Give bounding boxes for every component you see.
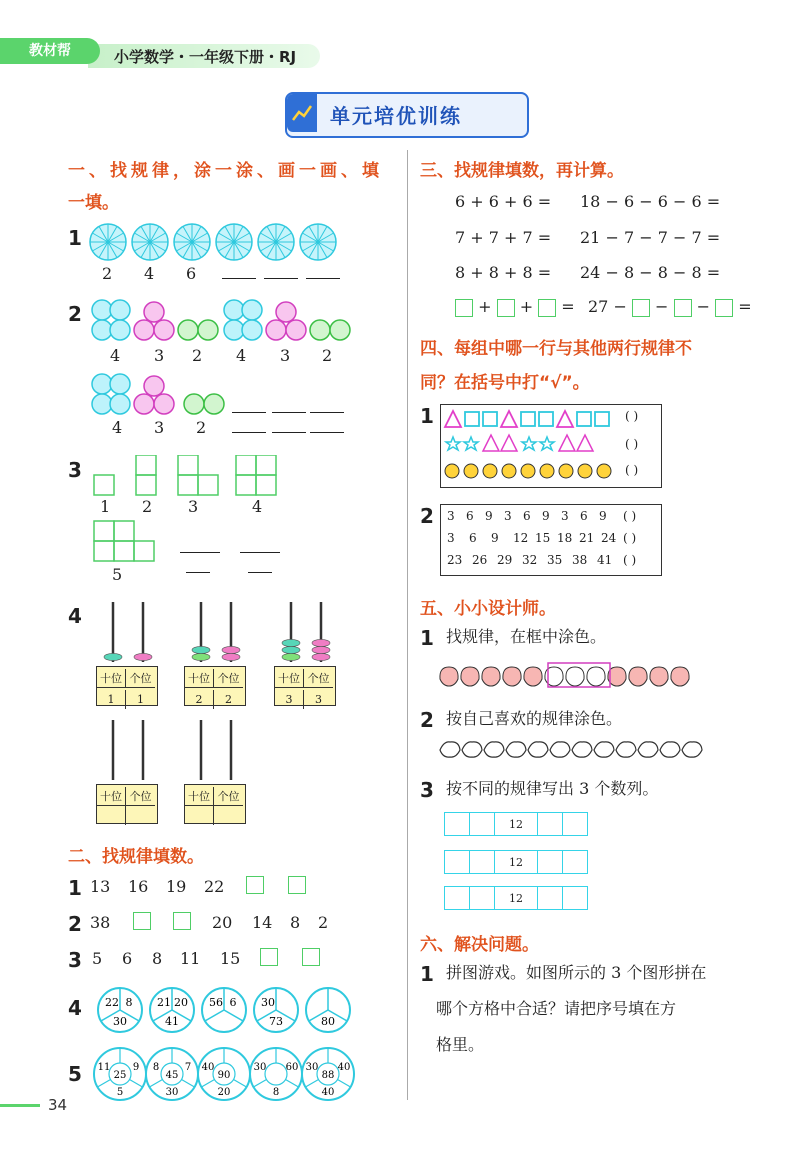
sequence-cell[interactable]	[470, 887, 495, 910]
seq-value: 8	[290, 913, 301, 932]
s6-q1-line1: 拼图游戏。如图所示的 3 个图形拼在	[446, 963, 707, 982]
leaf[interactable]	[660, 742, 680, 757]
draw-blank[interactable]	[232, 412, 266, 413]
leaf[interactable]	[616, 742, 636, 757]
group-count: 3	[280, 346, 291, 365]
equation: 21 − 7 − 7 − 7 =	[580, 228, 721, 247]
shape-rows	[443, 407, 623, 487]
svg-text:73: 73	[269, 1015, 283, 1028]
answer-paren[interactable]: ( )	[623, 509, 637, 523]
center-disc	[302, 1048, 354, 1100]
abacus[interactable]	[184, 718, 248, 824]
sequence-number: 41	[597, 553, 613, 567]
answer-paren[interactable]: ( )	[625, 409, 639, 423]
place-value-table	[96, 784, 158, 824]
wheel-count-1: 2	[102, 264, 113, 283]
sum-disc	[306, 988, 350, 1032]
unit-title: 单元培优训练	[330, 104, 462, 128]
tens-value	[97, 806, 126, 825]
sequence-table[interactable]	[444, 812, 588, 836]
answer-paren[interactable]: ( )	[623, 531, 637, 545]
sequence-number: 26	[472, 553, 488, 567]
answer-paren[interactable]: ( )	[625, 437, 639, 451]
peach[interactable]	[524, 667, 542, 686]
svg-text:5: 5	[116, 1087, 124, 1098]
sequence-number: 3	[447, 509, 455, 523]
square-count: 1	[100, 497, 111, 516]
sum-disc	[202, 988, 246, 1032]
place-value-table	[184, 666, 246, 706]
q2-number: 2	[68, 302, 82, 326]
tens-value: 2	[185, 690, 214, 709]
equals-sign: =	[561, 297, 575, 316]
sequence-cell[interactable]	[470, 851, 495, 874]
s2-q1-number: 1	[68, 876, 82, 900]
leaf[interactable]	[462, 742, 482, 757]
sequence-number: 9	[542, 509, 550, 523]
group-count: 4	[236, 346, 247, 365]
ones-label: 个位	[214, 669, 243, 688]
section-4-title-line1: 四、每组中哪一行与其他两行规律不	[420, 339, 692, 359]
svg-text:60: 60	[285, 1062, 299, 1073]
equation-template-left	[455, 297, 575, 317]
group-count: 3	[154, 418, 165, 437]
answer-box[interactable]	[674, 299, 692, 317]
svg-text:8: 8	[152, 1062, 160, 1073]
tens-value: 3	[275, 690, 304, 709]
svg-text:9: 9	[132, 1062, 140, 1073]
svg-text:90: 90	[217, 1070, 231, 1081]
tens-label: 十位	[97, 669, 126, 688]
answer-blank[interactable]	[306, 278, 340, 279]
svg-text:22: 22	[105, 996, 119, 1009]
header-title: 小学数学・一年级下册・RJ	[114, 48, 297, 66]
peach[interactable]	[440, 667, 458, 686]
abacus[interactable]	[274, 600, 338, 706]
svg-text:11: 11	[97, 1062, 111, 1073]
column-divider	[407, 150, 408, 1100]
abacus[interactable]	[96, 600, 160, 706]
sequence-cell[interactable]	[445, 851, 470, 874]
footer-bar	[0, 1104, 40, 1107]
sequence-number: 3	[561, 509, 569, 523]
sum-disc	[98, 988, 142, 1032]
answer-blank[interactable]	[272, 432, 306, 433]
s2-q4-number: 4	[68, 996, 82, 1020]
section-1-title-line2: 一填。	[68, 193, 119, 213]
number-discs	[90, 982, 370, 1102]
sequence-table[interactable]	[444, 850, 588, 874]
sequence-cell[interactable]	[563, 851, 588, 874]
s6-q1-line3: 格里。	[436, 1035, 485, 1054]
sequence-number: 6	[469, 531, 477, 545]
draw-blank[interactable]	[180, 552, 220, 553]
section-4-title-line2: 同？在括号中打“√”。	[420, 373, 590, 393]
equation: 7 + 7 + 7 =	[455, 228, 552, 247]
svg-text:80: 80	[321, 1015, 335, 1028]
sequence-number: 21	[579, 531, 595, 545]
abacus[interactable]	[96, 718, 160, 824]
group-count: 4	[110, 346, 121, 365]
leaf[interactable]	[440, 742, 460, 757]
sequence-number: 18	[557, 531, 573, 545]
sequence-number: 32	[522, 553, 538, 567]
svg-text:30: 30	[165, 1087, 179, 1098]
seq-value: 19	[166, 877, 187, 896]
group-count: 2	[192, 346, 203, 365]
s5-q1-text: 找规律，在框中涂色。	[446, 627, 607, 646]
answer-box[interactable]	[715, 299, 733, 317]
equation: 18 − 6 − 6 − 6 =	[580, 192, 721, 211]
sequence-number: 6	[466, 509, 474, 523]
seq-value: 14	[252, 913, 273, 932]
sequence-cell[interactable]: 12	[495, 887, 538, 910]
seq-value: 38	[90, 913, 111, 932]
section-1-title-line1: 一、找规律，涂一涂、画一画、填	[68, 161, 383, 181]
s5-q2-number: 2	[420, 708, 434, 732]
tens-label: 十位	[275, 669, 304, 688]
ones-label: 个位	[126, 787, 155, 806]
sequence-cell[interactable]	[445, 887, 470, 910]
sequence-number: 12	[513, 531, 529, 545]
s2-q2-number: 2	[68, 912, 82, 936]
sequence-number: 9	[599, 509, 607, 523]
circle-groups-row2	[90, 372, 230, 420]
sequence-number: 38	[572, 553, 588, 567]
seq-value: 8	[152, 949, 163, 968]
svg-text:88: 88	[321, 1070, 335, 1081]
place-value-table	[274, 666, 336, 706]
leaf[interactable]	[484, 742, 504, 757]
sequence-cell[interactable]	[563, 887, 588, 910]
seq-value: 6	[122, 949, 133, 968]
svg-text:40: 40	[201, 1062, 215, 1073]
square-count: 4	[252, 497, 263, 516]
tens-label: 十位	[185, 669, 214, 688]
s6-q1-line2: 哪个方格中合适？请把序号填在方	[436, 999, 677, 1018]
draw-blank[interactable]	[240, 552, 280, 553]
svg-text:8: 8	[272, 1087, 280, 1098]
draw-blank[interactable]	[310, 412, 344, 413]
s2-q5-number: 5	[68, 1062, 82, 1086]
svg-text:21: 21	[157, 996, 171, 1009]
sequence-number: 15	[535, 531, 551, 545]
center-disc	[146, 1048, 198, 1100]
group-count: 4	[112, 418, 123, 437]
sequence-number: 3	[504, 509, 512, 523]
sum-disc	[254, 988, 298, 1032]
leaf[interactable]	[506, 742, 526, 757]
sequence-cell[interactable]	[470, 813, 495, 836]
s6-q1-number: 1	[420, 962, 434, 986]
peach[interactable]	[482, 667, 500, 686]
answer-box[interactable]	[246, 876, 264, 894]
seq-value: 13	[90, 877, 111, 896]
answer-box[interactable]	[260, 948, 278, 966]
answer-blank[interactable]	[232, 432, 266, 433]
svg-text:30: 30	[113, 1015, 127, 1028]
tens-value: 1	[97, 690, 126, 709]
center-disc	[250, 1048, 302, 1100]
sequence-cell[interactable]: 12	[495, 813, 538, 836]
group-count: 2	[196, 418, 207, 437]
sequence-number: 3	[447, 531, 455, 545]
center-disc	[198, 1048, 250, 1100]
answer-paren[interactable]: ( )	[625, 463, 639, 477]
square-count: 3	[188, 497, 199, 516]
plus-sign: +	[519, 297, 534, 316]
minus-sign: −	[655, 297, 669, 316]
leaf[interactable]	[550, 742, 570, 757]
answer-blank[interactable]	[310, 432, 344, 433]
s2-q3-number: 3	[68, 948, 82, 972]
sequence-number: 6	[580, 509, 588, 523]
place-value-table	[184, 784, 246, 824]
svg-text:20: 20	[217, 1087, 231, 1098]
ones-label: 个位	[126, 669, 155, 688]
peach[interactable]	[461, 667, 479, 686]
s5-q2-text: 按自己喜欢的规律涂色。	[446, 709, 623, 728]
square-count: 5	[112, 565, 123, 584]
sequence-cell[interactable]	[538, 813, 563, 836]
ones-label: 个位	[304, 669, 333, 688]
sequence-cell[interactable]	[563, 813, 588, 836]
q1-number: 1	[68, 226, 82, 250]
sequence-cell[interactable]	[538, 851, 563, 874]
svg-text:8: 8	[125, 996, 133, 1009]
peach-row	[438, 662, 698, 690]
peach[interactable]	[650, 667, 668, 686]
seq-value: 22	[204, 877, 225, 896]
tens-label: 十位	[185, 787, 214, 806]
minus-sign: −	[696, 297, 711, 316]
svg-text:20: 20	[174, 996, 188, 1009]
q4-number: 4	[68, 604, 82, 628]
shape-pattern-box	[440, 404, 662, 488]
svg-text:7: 7	[184, 1062, 192, 1073]
ones-label: 个位	[214, 787, 243, 806]
sequence-number: 23	[447, 553, 463, 567]
sum-disc	[150, 988, 194, 1032]
svg-text:30: 30	[305, 1062, 319, 1073]
sequence-number: 24	[601, 531, 617, 545]
circle-groups-row1	[90, 298, 360, 346]
start-value: 27	[588, 297, 609, 316]
equation: 24 − 8 − 8 − 8 =	[580, 263, 721, 282]
leaf[interactable]	[638, 742, 658, 757]
sequence-number: 9	[491, 531, 499, 545]
sequence-number: 9	[485, 509, 493, 523]
seq-value: 16	[128, 877, 149, 896]
ones-value	[214, 806, 243, 825]
s4-q2-number: 2	[420, 504, 434, 528]
seq-value: 15	[220, 949, 241, 968]
answer-blank[interactable]	[264, 278, 298, 279]
svg-text:25: 25	[113, 1070, 127, 1081]
section-3-title: 三、找规律填数，再计算。	[420, 161, 624, 181]
header-tab: 教材帮	[0, 38, 100, 64]
leaf[interactable]	[528, 742, 548, 757]
ones-value	[126, 806, 155, 825]
peach[interactable]	[587, 667, 605, 686]
svg-text:40: 40	[337, 1062, 351, 1073]
seq-value: 20	[212, 913, 233, 932]
section-6-title: 六、解决问题。	[420, 935, 539, 955]
wheel-count-3: 6	[186, 264, 197, 283]
section-5-title: 五、小小设计师。	[420, 599, 556, 619]
trend-icon	[287, 94, 317, 132]
s5-q3-text: 按不同的规律写出 3 个数列。	[446, 779, 659, 798]
ones-value: 2	[225, 693, 232, 706]
svg-text:56: 56	[209, 996, 223, 1009]
peach[interactable]	[503, 667, 521, 686]
section-2-title: 二、找规律填数。	[68, 847, 204, 867]
sequence-number: 35	[547, 553, 563, 567]
sequence-number: 29	[497, 553, 513, 567]
leaf[interactable]	[682, 742, 702, 757]
minus-sign: −	[613, 297, 627, 316]
answer-paren[interactable]: ( )	[623, 553, 637, 567]
sequence-cell[interactable]: 12	[495, 851, 538, 874]
answer-box[interactable]	[288, 876, 306, 894]
svg-text:6: 6	[229, 996, 237, 1009]
group-count: 2	[322, 346, 333, 365]
answer-blank[interactable]	[186, 572, 210, 573]
sequence-number: 6	[523, 509, 531, 523]
seq-value: 2	[318, 913, 329, 932]
leaf-row[interactable]	[438, 738, 718, 762]
svg-text:30: 30	[253, 1062, 267, 1073]
seq-value: 11	[180, 949, 201, 968]
draw-blank[interactable]	[272, 412, 306, 413]
peach[interactable]	[629, 667, 647, 686]
answer-blank[interactable]	[222, 278, 256, 279]
answer-box[interactable]	[538, 299, 556, 317]
answer-box[interactable]	[455, 299, 473, 317]
s5-q3-number: 3	[420, 778, 434, 802]
sequence-cell[interactable]	[538, 887, 563, 910]
peach[interactable]	[671, 667, 689, 686]
svg-text:41: 41	[165, 1015, 179, 1028]
svg-text:30: 30	[261, 996, 275, 1009]
leaf[interactable]	[594, 742, 614, 757]
svg-text:45: 45	[165, 1070, 179, 1081]
place-value-table	[96, 666, 158, 706]
answer-box[interactable]	[173, 912, 191, 930]
ones-value: 3	[315, 693, 322, 706]
answer-box[interactable]	[497, 299, 515, 317]
center-disc	[94, 1048, 146, 1100]
group-count: 3	[154, 346, 165, 365]
sequence-table[interactable]	[444, 886, 588, 910]
tens-value	[185, 806, 214, 825]
svg-text:40: 40	[321, 1087, 335, 1098]
peach[interactable]	[566, 667, 584, 686]
sequence-cell[interactable]	[445, 813, 470, 836]
wheel-count-2: 4	[144, 264, 155, 283]
s4-q1-number: 1	[420, 404, 434, 428]
answer-box[interactable]	[133, 912, 151, 930]
equation: 6 + 6 + 6 =	[455, 192, 552, 211]
abacus[interactable]	[184, 600, 248, 706]
answer-box[interactable]	[302, 948, 320, 966]
s5-q1-number: 1	[420, 626, 434, 650]
q3-number: 3	[68, 458, 82, 482]
equation: 8 + 8 + 8 =	[455, 263, 552, 282]
equals-sign: =	[738, 297, 752, 316]
plus-sign: +	[478, 297, 492, 316]
seq-value: 5	[92, 949, 103, 968]
wheel-row	[88, 222, 348, 266]
ones-value: 1	[137, 693, 144, 706]
square-count: 2	[142, 497, 153, 516]
answer-box[interactable]	[632, 299, 650, 317]
answer-blank[interactable]	[248, 572, 272, 573]
page-number: 34	[48, 1096, 68, 1114]
equation-template-right	[588, 297, 752, 317]
number-pattern-box	[440, 504, 662, 576]
tens-label: 十位	[97, 787, 126, 806]
leaf[interactable]	[572, 742, 592, 757]
